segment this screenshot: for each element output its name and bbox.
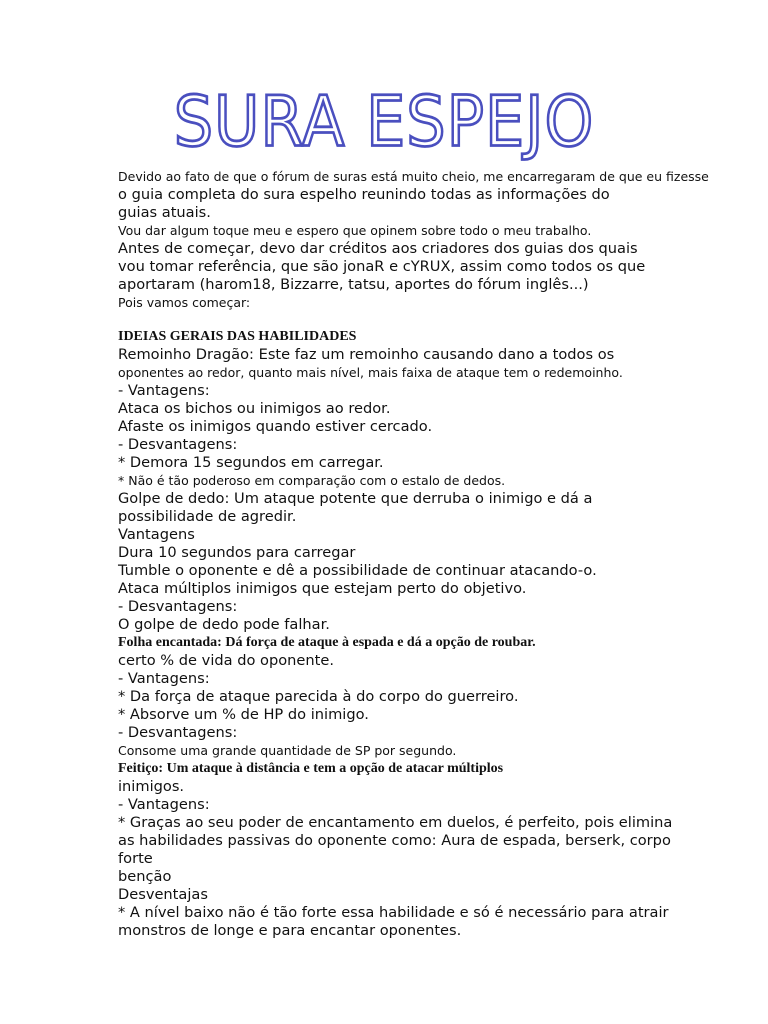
text-line: inimigos. <box>118 778 185 795</box>
text-line: O golpe de dedo pode falhar. <box>118 616 330 633</box>
title-container <box>0 82 768 162</box>
text-line: * Da força de ataque parecida à do corpo do guerreiro. <box>118 688 519 705</box>
section-heading: Feitiço: Um ataque à distância e tem a opção de atacar múltiplos <box>118 761 504 776</box>
text-line: Devido ao fato de que o fórum de suras está muito cheio, me encarregaram de que eu fizesse <box>118 169 709 184</box>
text-line: forte <box>118 850 153 867</box>
section-heading: IDEIAS GERAIS DAS HABILIDADES <box>118 329 357 344</box>
text-line: - Desvantagens: <box>118 436 238 453</box>
text-line: as habilidades passivas do oponente como: Aura de espada, berserk, corpo <box>118 832 671 849</box>
text-line: Golpe de dedo: Um ataque potente que derruba o inimigo e dá a <box>118 490 593 507</box>
text-line: oponentes ao redor, quanto mais nível, mais faixa de ataque tem o redemoinho. <box>118 365 623 380</box>
text-line: Ataca os bichos ou inimigos ao redor. <box>118 400 391 417</box>
text-line: guias atuais. <box>118 204 211 221</box>
text-line: Vantagens <box>118 526 195 543</box>
text-line: benção <box>118 868 172 885</box>
paragraph-spacer <box>118 312 678 328</box>
text-line: Dura 10 segundos para carregar <box>118 544 356 561</box>
section-heading: Folha encantada: Dá força de ataque à espada e dá a opção de roubar. <box>118 635 536 650</box>
text-line: * Não é tão poderoso em comparação com o estalo de dedos. <box>118 473 506 488</box>
text-line: - Vantagens: <box>118 670 210 687</box>
text-line: Vou dar algum toque meu e espero que opinem sobre todo o meu trabalho. <box>118 223 592 238</box>
text-line: certo % de vida do oponente. <box>118 652 334 669</box>
document-body <box>118 168 709 940</box>
text-line: - Vantagens: <box>118 796 210 813</box>
text-line: o guia completa do sura espelho reunindo todas as informações do <box>118 186 610 203</box>
text-line: * Absorve um % de HP do inimigo. <box>118 706 369 723</box>
text-line: Afaste os inimigos quando estiver cercado. <box>118 418 433 435</box>
text-line: aportaram (harom18, Bizzarre, tatsu, aportes do fórum inglês...) <box>118 276 589 293</box>
text-line: Desventajas <box>118 886 208 903</box>
text-line: Consome uma grande quantidade de SP por segundo. <box>118 743 457 758</box>
text-line: vou tomar referência, que são jonaR e cYRUX, assim como todos os que <box>118 258 646 275</box>
text-line: Ataca múltiplos inimigos que estejam perto do objetivo. <box>118 580 527 597</box>
text-line: Antes de começar, devo dar créditos aos criadores dos guias dos quais <box>118 240 638 257</box>
text-line: * Demora 15 segundos em carregar. <box>118 454 384 471</box>
text-line: * Graças ao seu poder de encantamento em duelos, é perfeito, pois elimina <box>118 814 673 831</box>
text-line: - Desvantagens: <box>118 598 238 615</box>
document-title: SURA ESPEJO <box>173 80 595 163</box>
text-line: - Vantagens: <box>118 382 210 399</box>
text-line: possibilidade de agredir. <box>118 508 297 525</box>
text-line: monstros de longe e para encantar oponentes. <box>118 922 462 939</box>
text-line: - Desvantagens: <box>118 724 238 741</box>
text-line: Remoinho Dragão: Este faz um remoinho causando dano a todos os <box>118 346 615 363</box>
text-line: * A nível baixo não é tão forte essa habilidade e só é necessário para atrair <box>118 904 669 921</box>
text-line: Tumble o oponente e dê a possibilidade de continuar atacando-o. <box>118 562 597 579</box>
text-line: Pois vamos começar: <box>118 295 251 310</box>
